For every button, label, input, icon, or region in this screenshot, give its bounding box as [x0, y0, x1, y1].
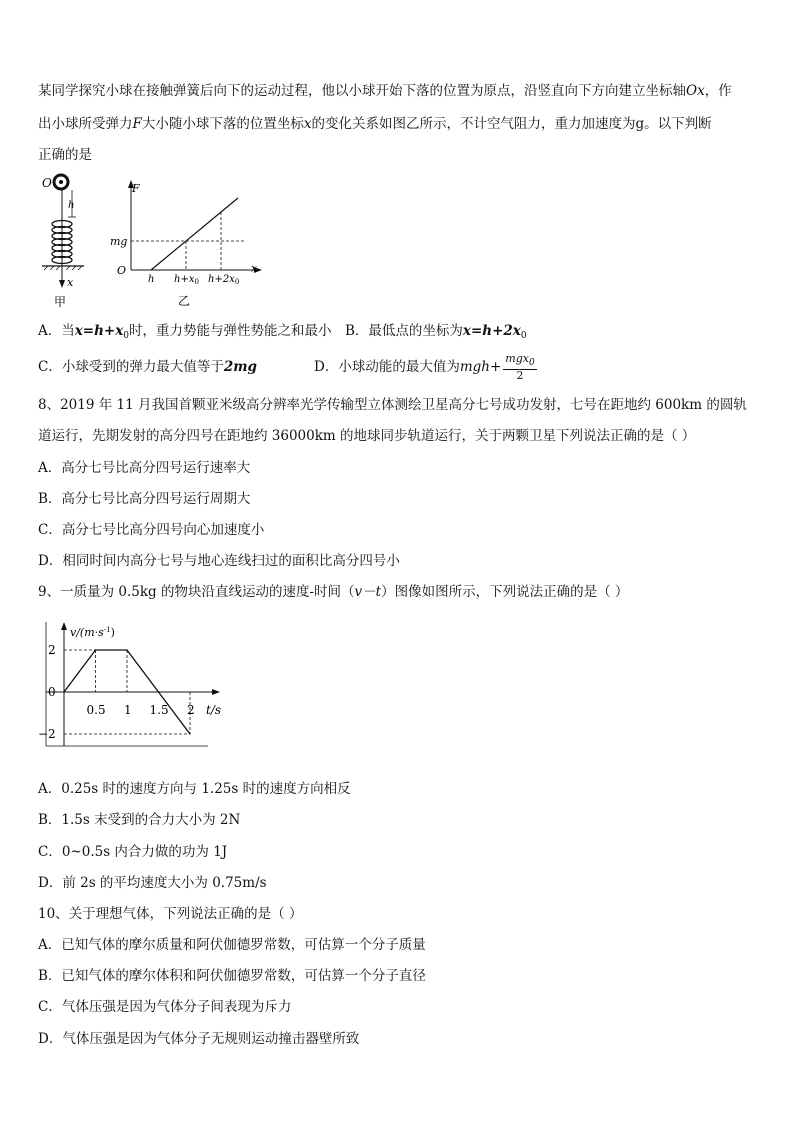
- yi-caption: 乙: [178, 294, 191, 308]
- v-axis-arrow: [61, 622, 67, 630]
- q7-option-a[interactable]: [38, 321, 332, 346]
- q7-figure-yi: [108, 178, 268, 310]
- q7-stem-text: 大小随小球下落的位置坐标: [141, 116, 304, 132]
- q7-option-b[interactable]: [345, 321, 527, 346]
- q10-option-d[interactable]: D．气体压强是因为气体分子无规则运动撞击器壁所致: [38, 1031, 360, 1047]
- t-tick-label: 0.5: [86, 703, 106, 717]
- t-tick-label: 2: [187, 703, 195, 717]
- jia-x-label: x: [67, 276, 74, 289]
- q9-vt-graph: [38, 618, 248, 750]
- q8-option-b[interactable]: B．高分七号比高分四号运行周期大: [38, 491, 251, 507]
- option-sub: 0: [520, 331, 527, 341]
- yi-F-label: F: [132, 182, 140, 195]
- yi-mg-label: mg: [110, 235, 128, 248]
- jia-h-label: h: [68, 200, 75, 211]
- q9-stem-text: 9、一质量为 0.5kg 的物块沿直线运动的速度-时间（: [38, 584, 355, 600]
- option-math: x=h+2x: [462, 323, 521, 339]
- ground-hatch: [44, 266, 82, 270]
- option-plus: +: [489, 359, 502, 375]
- q9-option-c[interactable]: C．0~0.5s 内合力做的功为 1J: [38, 844, 228, 860]
- q9-option-a[interactable]: A．0.25s 时的速度方向与 1.25s 时的速度方向相反: [38, 781, 351, 797]
- q10-stem: 10、关于理想气体，下列说法正确的是（ ）: [38, 906, 303, 922]
- t-axis-label: t/s: [206, 703, 222, 717]
- q9-stem-text: ）图像如图所示，下列说法正确的是（ ）: [381, 584, 629, 600]
- option-text: C．小球受到的弹力最大值等于: [38, 359, 224, 375]
- q9-stem: [38, 582, 628, 602]
- q7-figure-jia: [38, 170, 98, 310]
- option-math: mgh: [459, 359, 490, 375]
- q8-option-a[interactable]: A．高分七号比高分四号运行速率大: [38, 460, 251, 476]
- q7-axis-name: Ox: [686, 83, 705, 99]
- yi-x-label: x: [251, 262, 258, 275]
- q7-stem-text: ，作: [704, 83, 732, 99]
- vt-data-point: [63, 691, 64, 692]
- q8-option-c[interactable]: C．高分七号比高分四号向心加速度小: [38, 522, 265, 538]
- option-text: 时，重力势能与弹性势能之和最小: [129, 323, 332, 339]
- q8-option-d[interactable]: D．相同时间内高分七号与地心连线扫过的面积比高分四号小: [38, 553, 400, 569]
- v-axis-label: $v/(m\cdot s^{-1})$: [70, 626, 115, 639]
- t-tick-label: 1.5: [149, 703, 169, 717]
- yi-force-line: [151, 198, 238, 270]
- t-tick-label: 1: [124, 703, 132, 717]
- q7-option-c[interactable]: [38, 357, 257, 377]
- vt-data-point: [126, 649, 127, 650]
- q7-option-d[interactable]: [314, 351, 537, 383]
- q10-option-c[interactable]: C．气体压强是因为气体分子间表现为斥力: [38, 999, 292, 1015]
- v-tick-label: 2: [48, 643, 56, 657]
- option-text: B．最低点的坐标为: [345, 323, 463, 339]
- vt-data-point: [158, 691, 159, 692]
- ball-center: [59, 180, 63, 184]
- q7-symbol-F: F: [132, 116, 142, 132]
- q7-stem-line3: 正确的是: [38, 147, 92, 163]
- yi-origin-label: O: [117, 264, 127, 277]
- q8-stem-line1: 8、2019 年 11 月我国首颗亚米级高分辨率光学传输型立体测绘卫星高分七号成功发射，七号在距地约 600km 的圆轨: [38, 397, 747, 413]
- t-axis-arrow: [212, 689, 220, 695]
- yi-tick-h-2x0: $h+2x_0$: [208, 274, 240, 286]
- option-math: 2mg: [223, 359, 257, 375]
- option-sub: 0: [123, 331, 130, 341]
- q9-vt-symbol: v－t: [354, 584, 382, 600]
- q7-stem-text: 出小球所受弹力: [38, 116, 133, 132]
- jia-caption: 甲: [54, 295, 67, 309]
- q9-option-d[interactable]: D．前 2s 的平均速度大小为 0.75m/s: [38, 875, 267, 891]
- q8-stem-line2: 道运行，先期发射的高分四号在距地约 36000km 的地球同步轨道运行，关于两颗卫星下列说法正确的是（ ）: [38, 428, 696, 444]
- option-text: A．当: [38, 323, 75, 339]
- q7-stem-text: 某同学探究小球在接触弹簧后向下的运动过程，他以小球开始下落的位置为原点，沿竖直向下方向建立坐标轴: [38, 83, 686, 99]
- vt-data-point: [189, 733, 190, 734]
- option-text: D．小球动能的最大值为: [314, 359, 460, 375]
- v-tick-label: 0: [48, 685, 56, 699]
- v-tick-label: −2: [38, 727, 56, 741]
- yi-tick-h: h: [148, 274, 155, 285]
- q10-option-a[interactable]: A．已知气体的摩尔质量和阿伏伽德罗常数，可估算一个分子质量: [38, 937, 426, 953]
- q7-stem-line2: [38, 114, 712, 134]
- q9-option-b[interactable]: B．1.5s 末受到的合力大小为 2N: [38, 812, 241, 828]
- q7-symbol-x: x: [303, 116, 312, 132]
- q7-stem-line1: [38, 81, 732, 101]
- jia-axis-arrow: [59, 280, 65, 288]
- jia-origin-label: O: [42, 176, 52, 190]
- q7-stem-text: 的变化关系如图乙所示，不计空气阻力，重力加速度为g。以下判断: [311, 116, 712, 132]
- option-math: x=h+x: [74, 323, 124, 339]
- option-d-fraction: $\frac{mgx_0}{2}$: [505, 352, 535, 382]
- q10-option-b[interactable]: B．已知气体的摩尔体积和阿伏伽德罗常数，可估算一个分子直径: [38, 968, 426, 984]
- vt-data-point: [95, 649, 96, 650]
- yi-tick-h-x0: $h+x_0$: [174, 274, 199, 286]
